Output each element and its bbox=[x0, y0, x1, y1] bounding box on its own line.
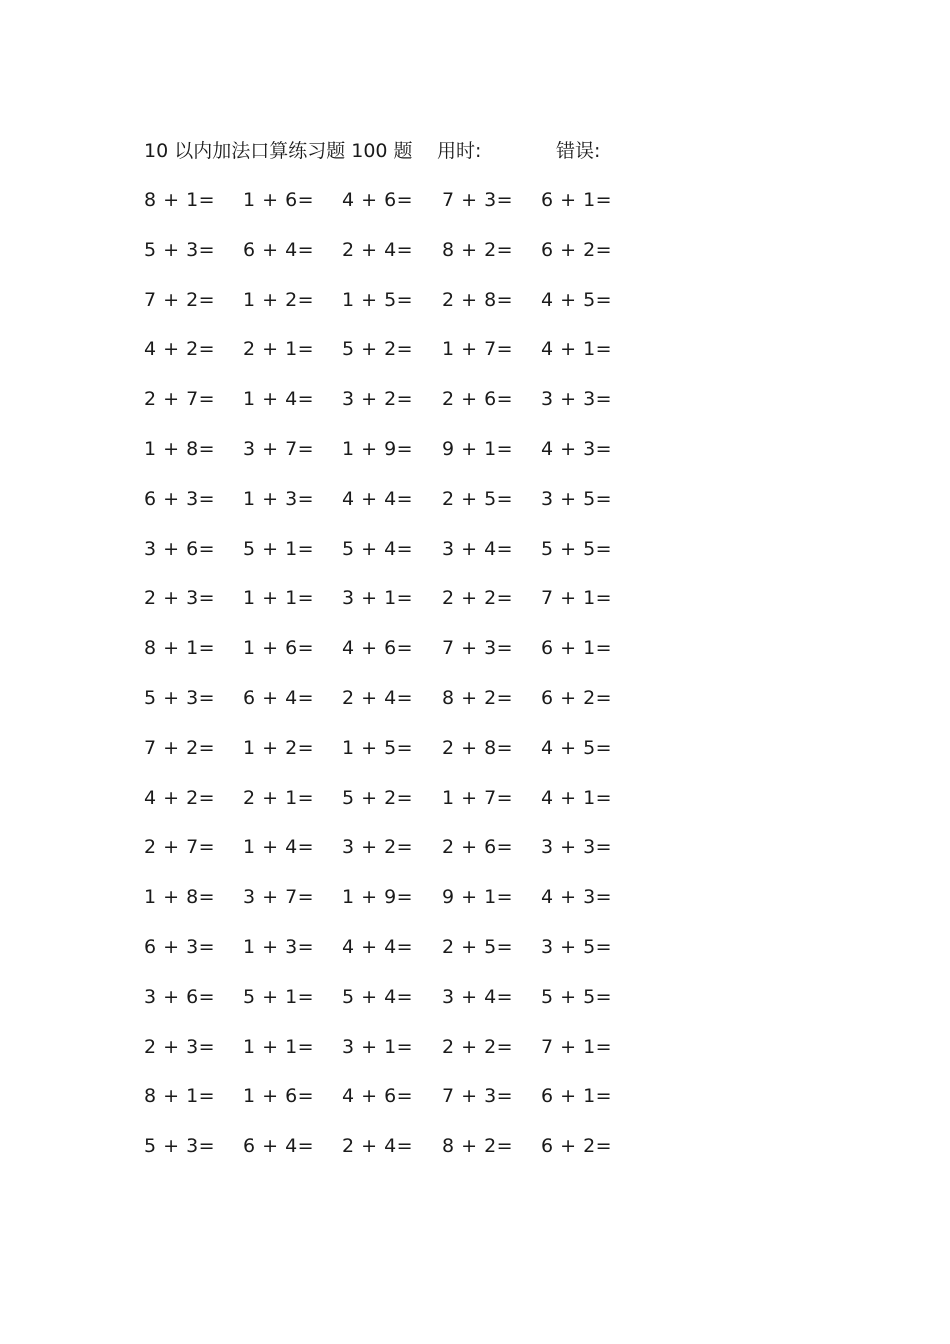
addition-problem: 8 + 1= bbox=[144, 1085, 216, 1108]
addition-problem: 5 + 4= bbox=[342, 985, 414, 1008]
problem-row bbox=[144, 883, 644, 933]
addition-problem: 5 + 2= bbox=[342, 786, 414, 809]
addition-problem: 2 + 3= bbox=[144, 1035, 216, 1058]
addition-problem: 1 + 2= bbox=[243, 736, 315, 759]
addition-problem: 6 + 4= bbox=[243, 1135, 315, 1158]
addition-problem: 1 + 7= bbox=[442, 786, 514, 809]
addition-problem: 2 + 4= bbox=[342, 686, 414, 709]
addition-problem: 3 + 6= bbox=[144, 537, 216, 560]
addition-problem: 2 + 1= bbox=[243, 786, 315, 809]
addition-problem: 3 + 7= bbox=[243, 886, 315, 909]
problem-row bbox=[144, 485, 644, 535]
addition-problem: 4 + 1= bbox=[541, 786, 613, 809]
addition-problem: 2 + 8= bbox=[442, 288, 514, 311]
addition-problem: 6 + 4= bbox=[243, 686, 315, 709]
addition-problem: 4 + 4= bbox=[342, 935, 414, 958]
problem-row bbox=[144, 833, 644, 883]
addition-problem: 7 + 1= bbox=[541, 1035, 613, 1058]
addition-problem: 1 + 1= bbox=[243, 587, 315, 610]
addition-problem: 5 + 1= bbox=[243, 985, 315, 1008]
problem-row bbox=[144, 734, 644, 784]
addition-problem: 3 + 1= bbox=[342, 587, 414, 610]
addition-problem: 1 + 2= bbox=[243, 288, 315, 311]
problem-row bbox=[144, 335, 644, 385]
addition-problem: 8 + 1= bbox=[144, 637, 216, 660]
addition-problem: 2 + 7= bbox=[144, 388, 216, 411]
addition-problem: 1 + 6= bbox=[243, 189, 315, 211]
addition-problem: 4 + 1= bbox=[541, 338, 613, 361]
problem-row bbox=[144, 584, 644, 634]
addition-problem: 1 + 4= bbox=[243, 836, 315, 859]
addition-problem: 5 + 3= bbox=[144, 238, 216, 261]
addition-problem: 3 + 2= bbox=[342, 388, 414, 411]
addition-problem: 6 + 1= bbox=[541, 1085, 613, 1108]
problem-row bbox=[144, 983, 644, 1033]
addition-problem: 1 + 8= bbox=[144, 437, 216, 460]
addition-problem: 1 + 7= bbox=[442, 338, 514, 361]
addition-problem: 5 + 1= bbox=[243, 537, 315, 560]
addition-problem: 4 + 6= bbox=[342, 637, 414, 660]
addition-problem: 3 + 5= bbox=[541, 487, 613, 510]
addition-problem: 1 + 6= bbox=[243, 637, 315, 660]
addition-problem: 4 + 3= bbox=[541, 886, 613, 909]
addition-problem: 1 + 3= bbox=[243, 487, 315, 510]
addition-problem: 2 + 3= bbox=[144, 587, 216, 610]
addition-problem: 3 + 5= bbox=[541, 935, 613, 958]
addition-problem: 1 + 8= bbox=[144, 886, 216, 909]
addition-problem: 1 + 5= bbox=[342, 288, 414, 311]
problem-row bbox=[144, 1033, 644, 1083]
addition-problem: 4 + 2= bbox=[144, 338, 216, 361]
addition-problem: 1 + 5= bbox=[342, 736, 414, 759]
addition-problem: 7 + 2= bbox=[144, 736, 216, 759]
addition-problem: 8 + 2= bbox=[442, 1135, 514, 1158]
addition-problem: 6 + 2= bbox=[541, 686, 613, 709]
problem-row bbox=[144, 186, 644, 236]
addition-problem: 4 + 5= bbox=[541, 736, 613, 759]
worksheet-header bbox=[144, 138, 624, 164]
addition-problem: 1 + 4= bbox=[243, 388, 315, 411]
addition-problem: 2 + 2= bbox=[442, 1035, 514, 1058]
addition-problem: 2 + 5= bbox=[442, 935, 514, 958]
addition-problem: 6 + 1= bbox=[541, 189, 613, 211]
problem-row bbox=[144, 684, 644, 734]
addition-problem: 6 + 3= bbox=[144, 487, 216, 510]
addition-problem: 6 + 2= bbox=[541, 1135, 613, 1158]
worksheet-title: 10 以内加法口算练习题 100 题 bbox=[144, 140, 413, 162]
addition-problem: 4 + 3= bbox=[541, 437, 613, 460]
addition-problem: 4 + 6= bbox=[342, 189, 414, 211]
addition-problem: 1 + 9= bbox=[342, 437, 414, 460]
addition-problem: 9 + 1= bbox=[442, 886, 514, 909]
addition-problem: 5 + 5= bbox=[541, 985, 613, 1008]
addition-problem: 4 + 5= bbox=[541, 288, 613, 311]
addition-problem: 2 + 6= bbox=[442, 836, 514, 859]
addition-problem: 6 + 1= bbox=[541, 637, 613, 660]
addition-problem: 5 + 5= bbox=[541, 537, 613, 560]
addition-problem: 3 + 4= bbox=[442, 537, 514, 560]
addition-problem: 8 + 2= bbox=[442, 238, 514, 261]
addition-problem: 3 + 2= bbox=[342, 836, 414, 859]
addition-problem: 7 + 2= bbox=[144, 288, 216, 311]
addition-problem: 2 + 1= bbox=[243, 338, 315, 361]
addition-problem: 8 + 2= bbox=[442, 686, 514, 709]
problem-row bbox=[144, 634, 644, 684]
addition-problem: 5 + 3= bbox=[144, 686, 216, 709]
problem-row bbox=[144, 535, 644, 585]
addition-problem: 2 + 2= bbox=[442, 587, 514, 610]
addition-problem: 6 + 3= bbox=[144, 935, 216, 958]
addition-problem: 2 + 5= bbox=[442, 487, 514, 510]
problem-row bbox=[144, 784, 644, 834]
problem-grid bbox=[144, 186, 644, 1182]
problem-row bbox=[144, 933, 644, 983]
addition-problem: 2 + 6= bbox=[442, 388, 514, 411]
problem-row bbox=[144, 236, 644, 286]
addition-problem: 5 + 3= bbox=[144, 1135, 216, 1158]
addition-problem: 6 + 4= bbox=[243, 238, 315, 261]
addition-problem: 7 + 1= bbox=[541, 587, 613, 610]
problem-row bbox=[144, 286, 644, 336]
time-used-label: 用时: bbox=[437, 140, 482, 162]
addition-problem: 1 + 1= bbox=[243, 1035, 315, 1058]
errors-label: 错误: bbox=[556, 140, 601, 162]
addition-problem: 3 + 7= bbox=[243, 437, 315, 460]
addition-problem: 7 + 3= bbox=[442, 189, 514, 211]
addition-problem: 1 + 6= bbox=[243, 1085, 315, 1108]
addition-problem: 5 + 2= bbox=[342, 338, 414, 361]
problem-row bbox=[144, 385, 644, 435]
addition-problem: 4 + 4= bbox=[342, 487, 414, 510]
addition-problem: 3 + 1= bbox=[342, 1035, 414, 1058]
addition-problem: 6 + 2= bbox=[541, 238, 613, 261]
problem-row bbox=[144, 435, 644, 485]
addition-problem: 7 + 3= bbox=[442, 637, 514, 660]
addition-problem: 1 + 9= bbox=[342, 886, 414, 909]
addition-problem: 4 + 6= bbox=[342, 1085, 414, 1108]
addition-problem: 3 + 3= bbox=[541, 388, 613, 411]
addition-problem: 7 + 3= bbox=[442, 1085, 514, 1108]
addition-problem: 8 + 1= bbox=[144, 189, 216, 211]
addition-problem: 3 + 4= bbox=[442, 985, 514, 1008]
addition-problem: 1 + 3= bbox=[243, 935, 315, 958]
addition-problem: 2 + 4= bbox=[342, 1135, 414, 1158]
problem-row bbox=[144, 1082, 644, 1132]
addition-problem: 2 + 7= bbox=[144, 836, 216, 859]
addition-problem: 3 + 6= bbox=[144, 985, 216, 1008]
problem-row bbox=[144, 1132, 644, 1182]
addition-problem: 9 + 1= bbox=[442, 437, 514, 460]
addition-problem: 4 + 2= bbox=[144, 786, 216, 809]
addition-problem: 5 + 4= bbox=[342, 537, 414, 560]
addition-problem: 2 + 8= bbox=[442, 736, 514, 759]
addition-problem: 3 + 3= bbox=[541, 836, 613, 859]
addition-problem: 2 + 4= bbox=[342, 238, 414, 261]
